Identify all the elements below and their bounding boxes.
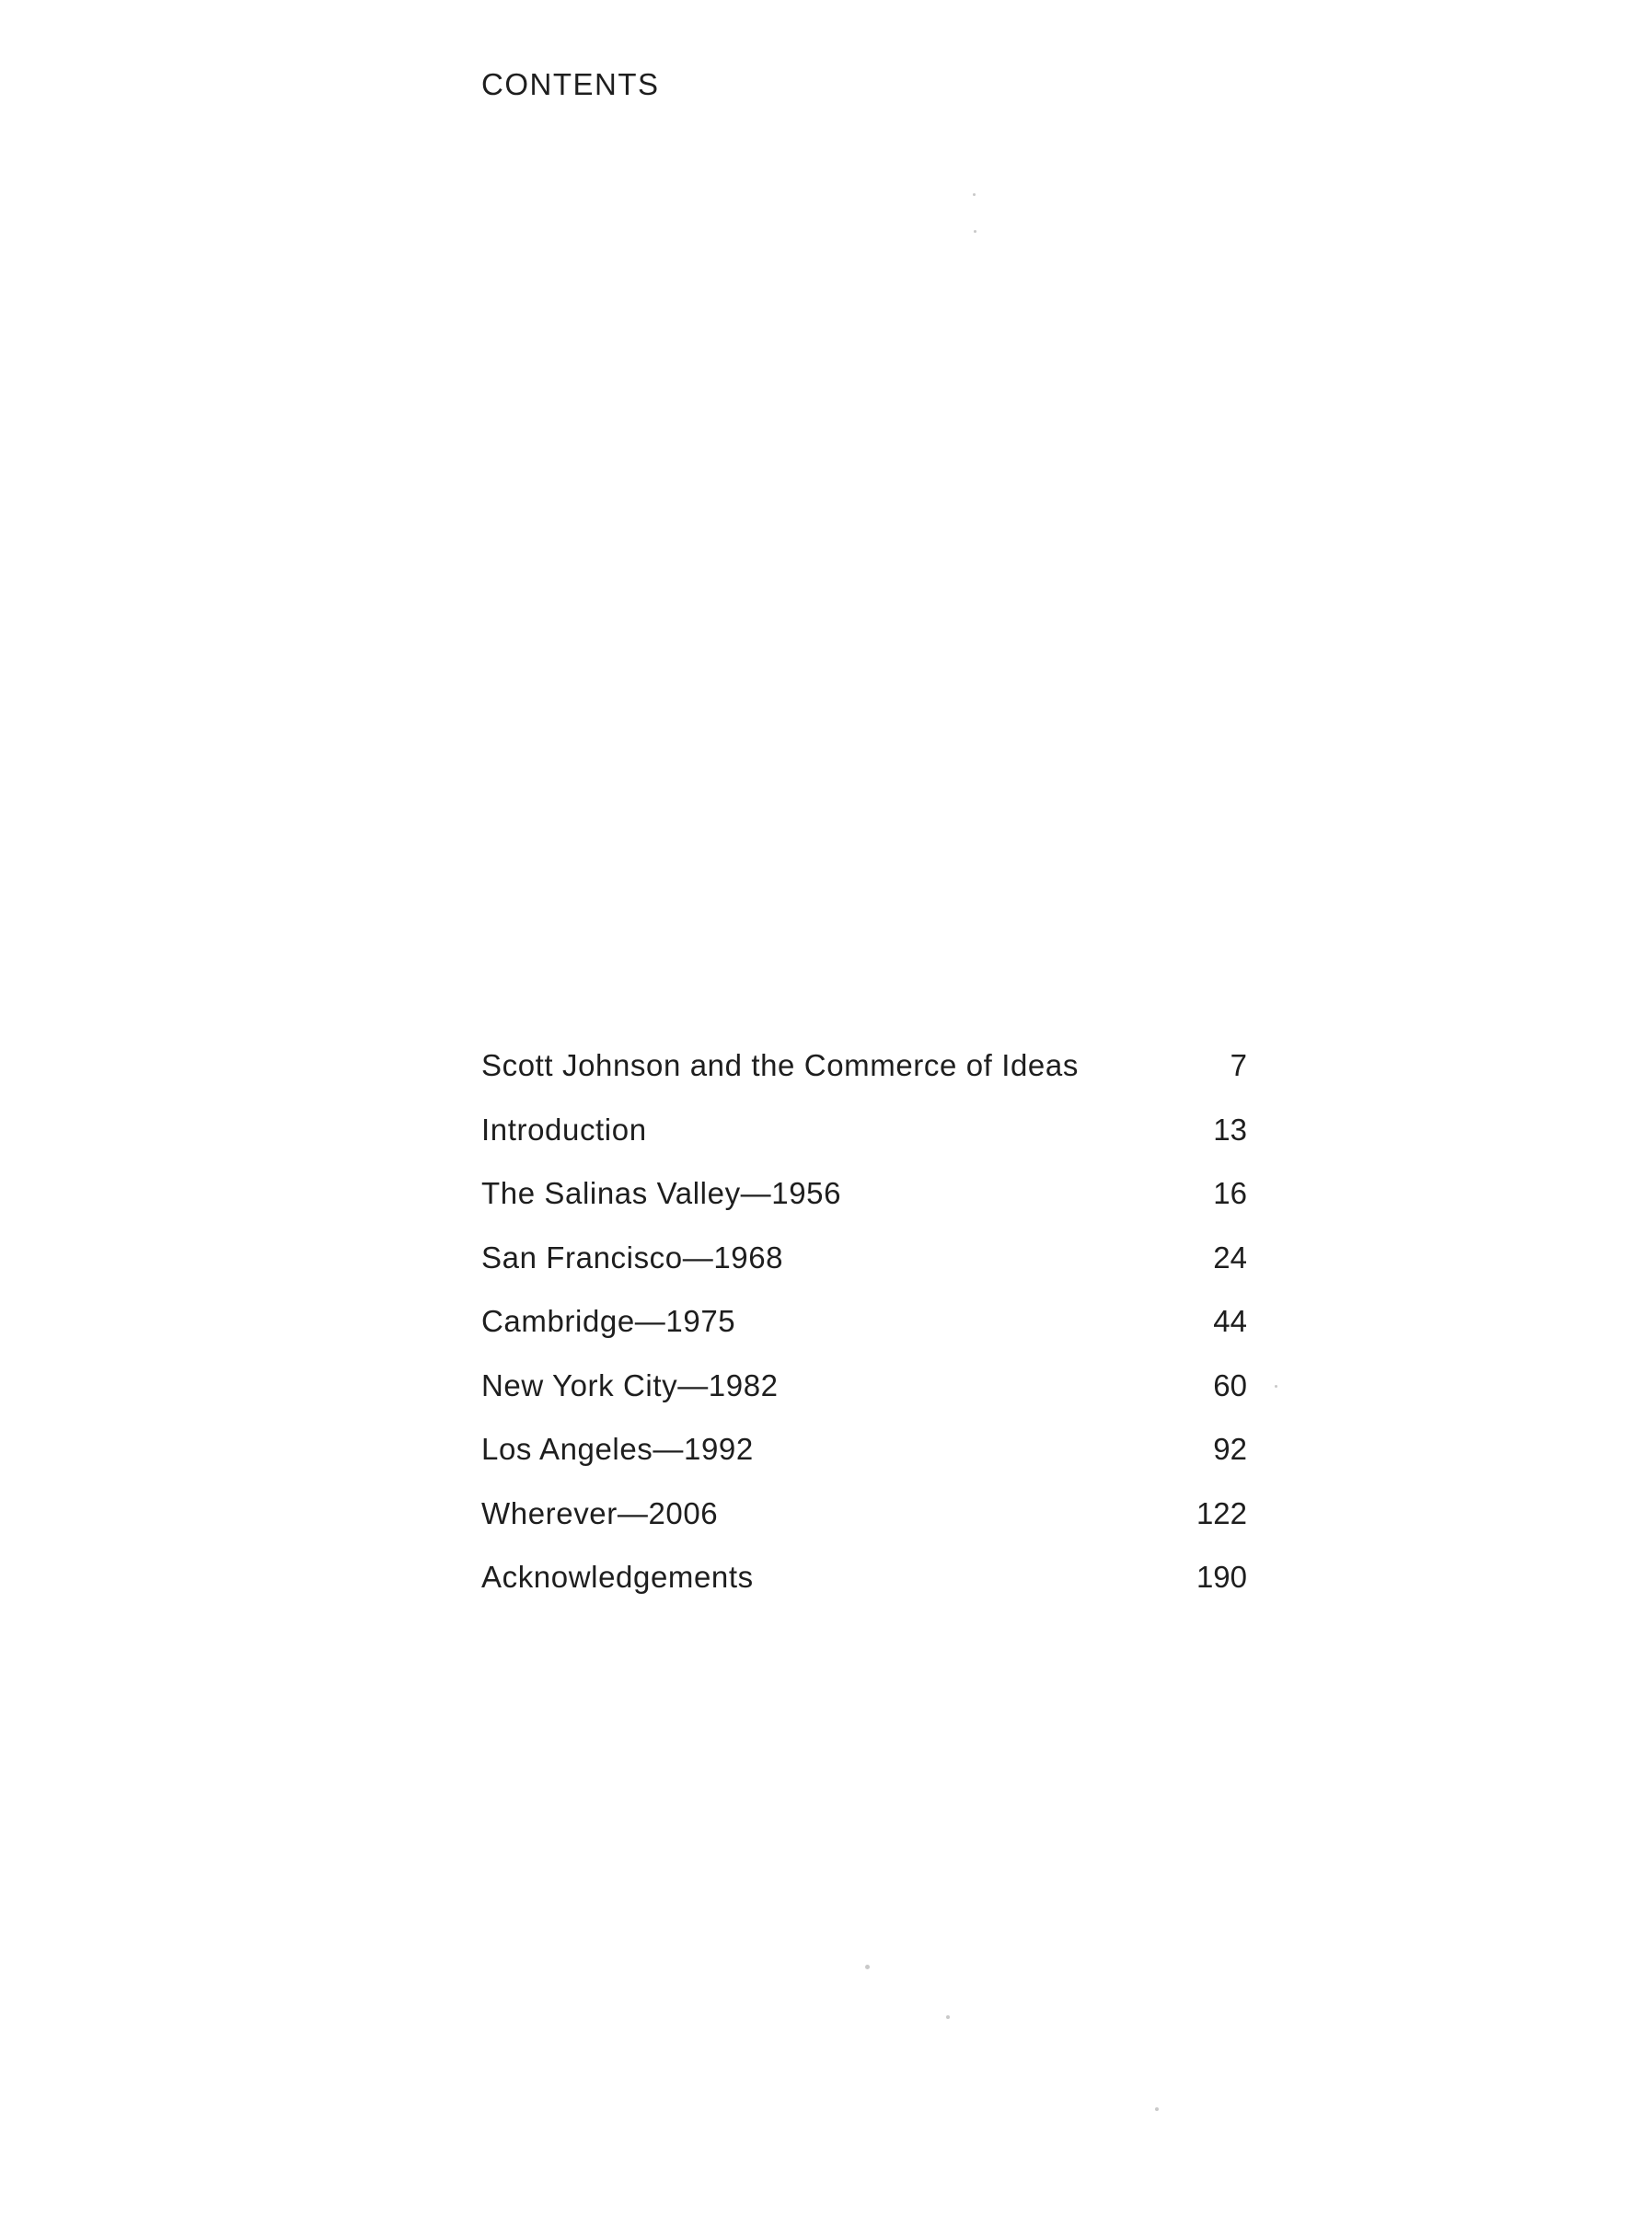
toc-entry (481, 1047, 1247, 1112)
toc-entry (481, 1431, 1247, 1495)
toc-entry-title: Introduction (481, 1112, 647, 1147)
toc-entry-page: 7 (1230, 1048, 1247, 1082)
toc-entry-page: 13 (1213, 1112, 1247, 1147)
scan-speck (1155, 2107, 1159, 2111)
toc-entry-page: 16 (1213, 1176, 1247, 1210)
toc-entry (481, 1559, 1247, 1623)
toc-entry-title: Los Angeles—1992 (481, 1432, 754, 1466)
toc-entry-page: 92 (1213, 1432, 1247, 1466)
scan-speck (1275, 1385, 1277, 1388)
toc-entry-title: The Salinas Valley—1956 (481, 1176, 842, 1210)
toc-entry-page: 44 (1213, 1304, 1247, 1338)
toc-entry (481, 1495, 1247, 1560)
scan-speck (865, 1965, 870, 1969)
toc-entry-title: Cambridge—1975 (481, 1304, 736, 1338)
toc-entry (481, 1112, 1247, 1176)
toc-entry-page: 122 (1196, 1495, 1247, 1530)
toc-entry-title: Wherever—2006 (481, 1495, 719, 1530)
toc-entry-page: 60 (1213, 1367, 1247, 1402)
toc-entry (481, 1303, 1247, 1367)
toc-entry (481, 1240, 1247, 1304)
toc-entry-title: New York City—1982 (481, 1367, 779, 1402)
table-of-contents (481, 1047, 1247, 1623)
scan-speck (946, 2015, 950, 2019)
toc-entry (481, 1367, 1247, 1432)
toc-entry (481, 1175, 1247, 1240)
scan-speck (973, 193, 976, 196)
toc-entry-title: Scott Johnson and the Commerce of Ideas (481, 1048, 1079, 1082)
toc-entry-page: 190 (1196, 1560, 1247, 1594)
toc-entry-title: Acknowledgements (481, 1560, 754, 1594)
toc-entry-page: 24 (1213, 1240, 1247, 1275)
contents-heading: CONTENTS (481, 67, 660, 101)
scan-speck (974, 230, 976, 233)
toc-entry-title: San Francisco—1968 (481, 1240, 784, 1275)
